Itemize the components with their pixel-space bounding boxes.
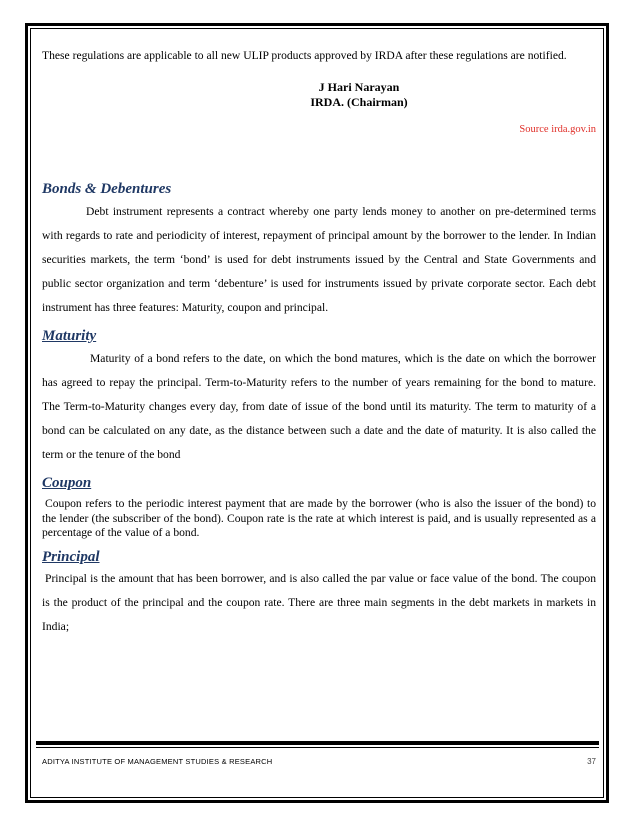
paragraph-maturity: Maturity of a bond refers to the date, on which the bond matures, which is the date on which the borrower has agreed to repay the principal. Term-to-Maturity refers to the number of years remaining for the bond to mature. The Term-to-Maturity changes every day, from date of issue of the bond until its maturity. The term to maturity of a bond can be calculated on any date, as the distance between such a date and the date of maturity. It is also called the term or the tenure of the bond xyxy=(42,352,596,461)
heading-coupon: Coupon xyxy=(42,475,92,491)
signature-name: J Hari Narayan xyxy=(318,80,400,94)
source-note: Source irda.gov.in xyxy=(519,124,596,135)
footer-rule-thick xyxy=(36,741,599,745)
footer-institute: ADITYA INSTITUTE OF MANAGEMENT STUDIES & RESEARCH xyxy=(42,757,273,766)
signature-block xyxy=(42,80,596,110)
paragraph-coupon: Coupon refers to the periodic interest payment that are made by the borrower (who is also the issuer of the bond) to the lender (the subscriber of the bond). Coupon rate is the rate at which interest is paid, and is usually represented as a percentage of the value of a bond. xyxy=(42,497,596,539)
heading-bonds-debentures: Bonds & Debentures xyxy=(42,181,172,197)
signature-title: IRDA. (Chairman) xyxy=(310,95,408,109)
heading-maturity: Maturity xyxy=(42,328,97,344)
footer-rule-thin xyxy=(36,747,599,748)
paragraph-bonds-debentures: Debt instrument represents a contract whereby one party lends money to another on pre-determined terms with regards to rate and periodicity of interest, repayment of principal amount by the borrower to the lender. In Indian securities markets, the term ‘bond’ is used for debt instruments issued by the Central and State Governments and public sector organization and term ‘debenture’ is used for instruments issued by private corporate sector. Each debt instrument has three features: Maturity, coupon and principal. xyxy=(42,205,596,314)
heading-principal: Principal xyxy=(42,548,100,565)
paragraph-principal: Principal is the amount that has been borrower, and is also called the par value or face value of the bond. The coupon is the product of the principal and the coupon rate. There are three main segments in the debt markets in markets in India; xyxy=(42,571,596,633)
intro-paragraph: These regulations are applicable to all new ULIP products approved by IRDA after these regulations are notified. xyxy=(42,49,567,62)
page-content xyxy=(42,44,596,639)
footer-page-number: 37 xyxy=(587,757,596,766)
